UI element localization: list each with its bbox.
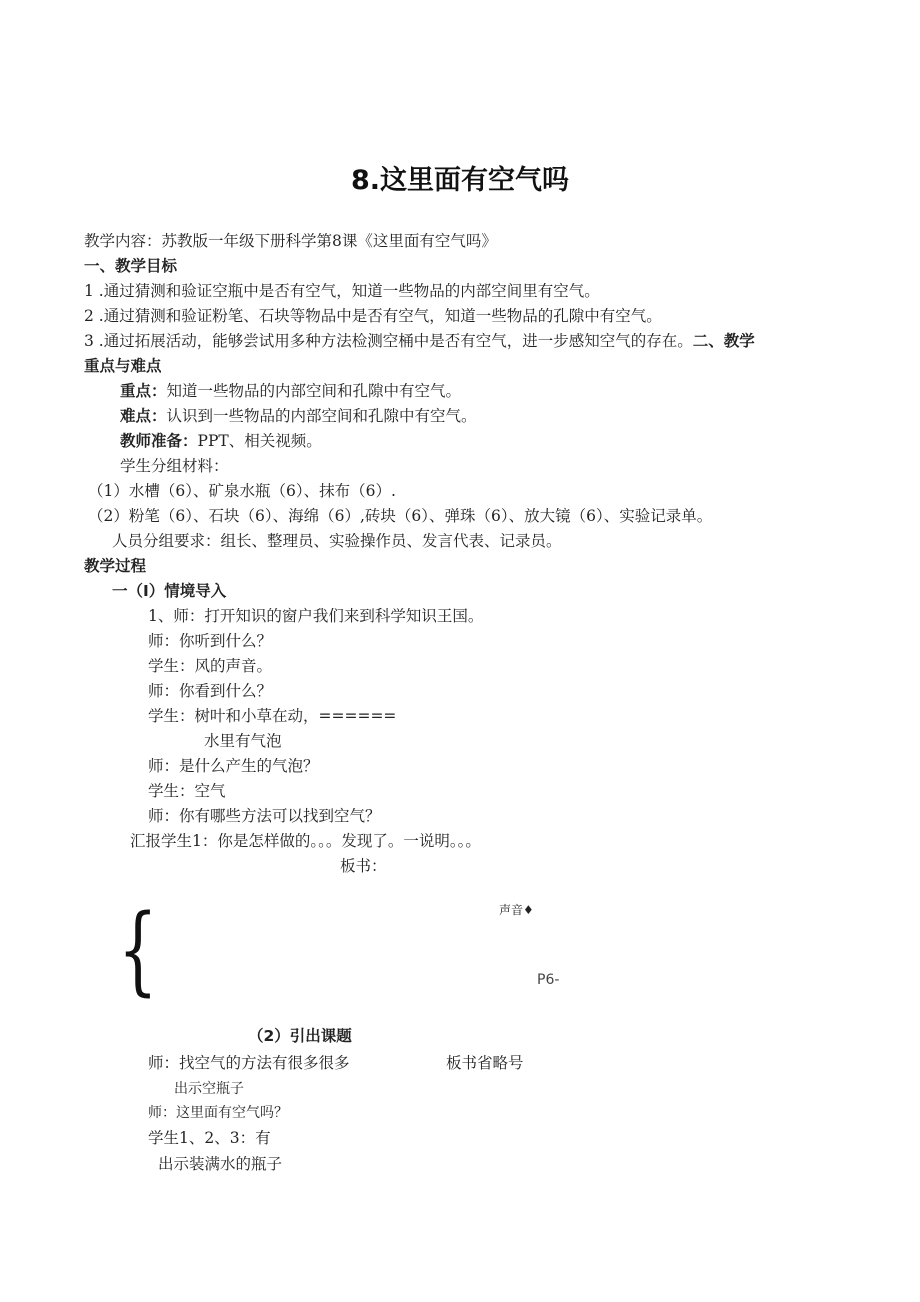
- difficulty-label: 难点：: [120, 407, 167, 425]
- board-p6: P6-: [537, 972, 560, 988]
- materials-item: （1）水槽（6）、矿泉水瓶（6）、抹布（6）.: [88, 482, 396, 500]
- dialogue-line: 师：是什么产生的气泡？: [148, 757, 319, 775]
- process-heading: 教学过程: [84, 557, 147, 575]
- student-materials-label: 学生分组材料：: [120, 457, 229, 475]
- board-sound: 声音♦: [499, 903, 534, 917]
- part2-line: 师：找空气的方法有很多很多: [148, 1054, 350, 1072]
- board-label: 板书：: [340, 857, 387, 875]
- content-line: 教学内容：苏教版一年级下册科学第8课《这里面有空气吗》: [84, 232, 497, 250]
- difficulty-text: 认识到一些物品的内部空间和孔隙中有空气。: [166, 407, 477, 425]
- dialogue-line: 1、师：打开知识的窗户我们来到科学知识王国。: [148, 607, 484, 625]
- part1-heading: 一（I）情境导入: [112, 582, 227, 600]
- teacher-prep-text: PPT、相关视频。: [197, 432, 322, 450]
- goal-item: [84, 331, 755, 351]
- section2-heading-part2: 重点与难点: [84, 357, 162, 375]
- part2-line: 师：这里面有空气吗？: [148, 1105, 288, 1121]
- key-point: [120, 381, 461, 401]
- goal-text: 3 .通过拓展活动，能够尝试用多种方法检测空桶中是否有空气，进一步感知空气的存在。: [84, 332, 693, 350]
- goal-item: 2 .通过猜测和验证粉笔、石块等物品中是否有空气，知道一些物品的孔隙中有空气。: [84, 307, 662, 325]
- part2-heading: （2）引出课题: [248, 1027, 352, 1045]
- dialogue-line: 师：你看到什么？: [148, 682, 273, 700]
- materials-item: （2）粉笔（6）、石块（6）、海绵（6）,砖块（6）、弹珠（6）、放大镜（6）、实验记录单。: [88, 507, 713, 525]
- key-point-text: 知道一些物品的内部空间和孔隙中有空气。: [166, 382, 462, 400]
- part2-note: 板书省略号: [446, 1054, 524, 1072]
- dialogue-line: 师：你有哪些方法可以找到空气？: [148, 807, 381, 825]
- goal-item: 1 .通过猜测和验证空瓶中是否有空气，知道一些物品的内部空间里有空气。: [84, 282, 600, 300]
- brace-symbol: {: [118, 894, 158, 1006]
- difficulty: [120, 406, 477, 426]
- section2-heading-part1: 二、教学: [692, 332, 755, 350]
- teacher-prep: [120, 431, 322, 451]
- part2-line: 出示空瓶子: [174, 1081, 244, 1097]
- grouping-requirement: 人员分组要求：组长、整理员、实验操作员、发言代表、记录员。: [112, 532, 562, 550]
- part2-line: 出示装满水的瓶子: [158, 1155, 283, 1173]
- dialogue-line: 师：你听到什么？: [148, 632, 273, 650]
- teacher-prep-label: 教师准备：: [120, 432, 198, 450]
- dialogue-line: 汇报学生1：你是怎样做的。。。发现了。一说明。。。: [130, 832, 481, 850]
- part2-line: 学生1、2、3：有: [148, 1129, 271, 1147]
- dialogue-line: 学生：风的声音。: [148, 657, 273, 675]
- dialogue-line: 学生：树叶和小草在动，======: [148, 707, 397, 725]
- goals-heading: 一、教学目标: [84, 257, 178, 275]
- key-point-label: 重点：: [120, 382, 167, 400]
- dialogue-line: 学生：空气: [148, 782, 226, 800]
- page-title: 8.这里面有空气吗: [350, 165, 570, 196]
- dialogue-line: 水里有气泡: [204, 732, 282, 750]
